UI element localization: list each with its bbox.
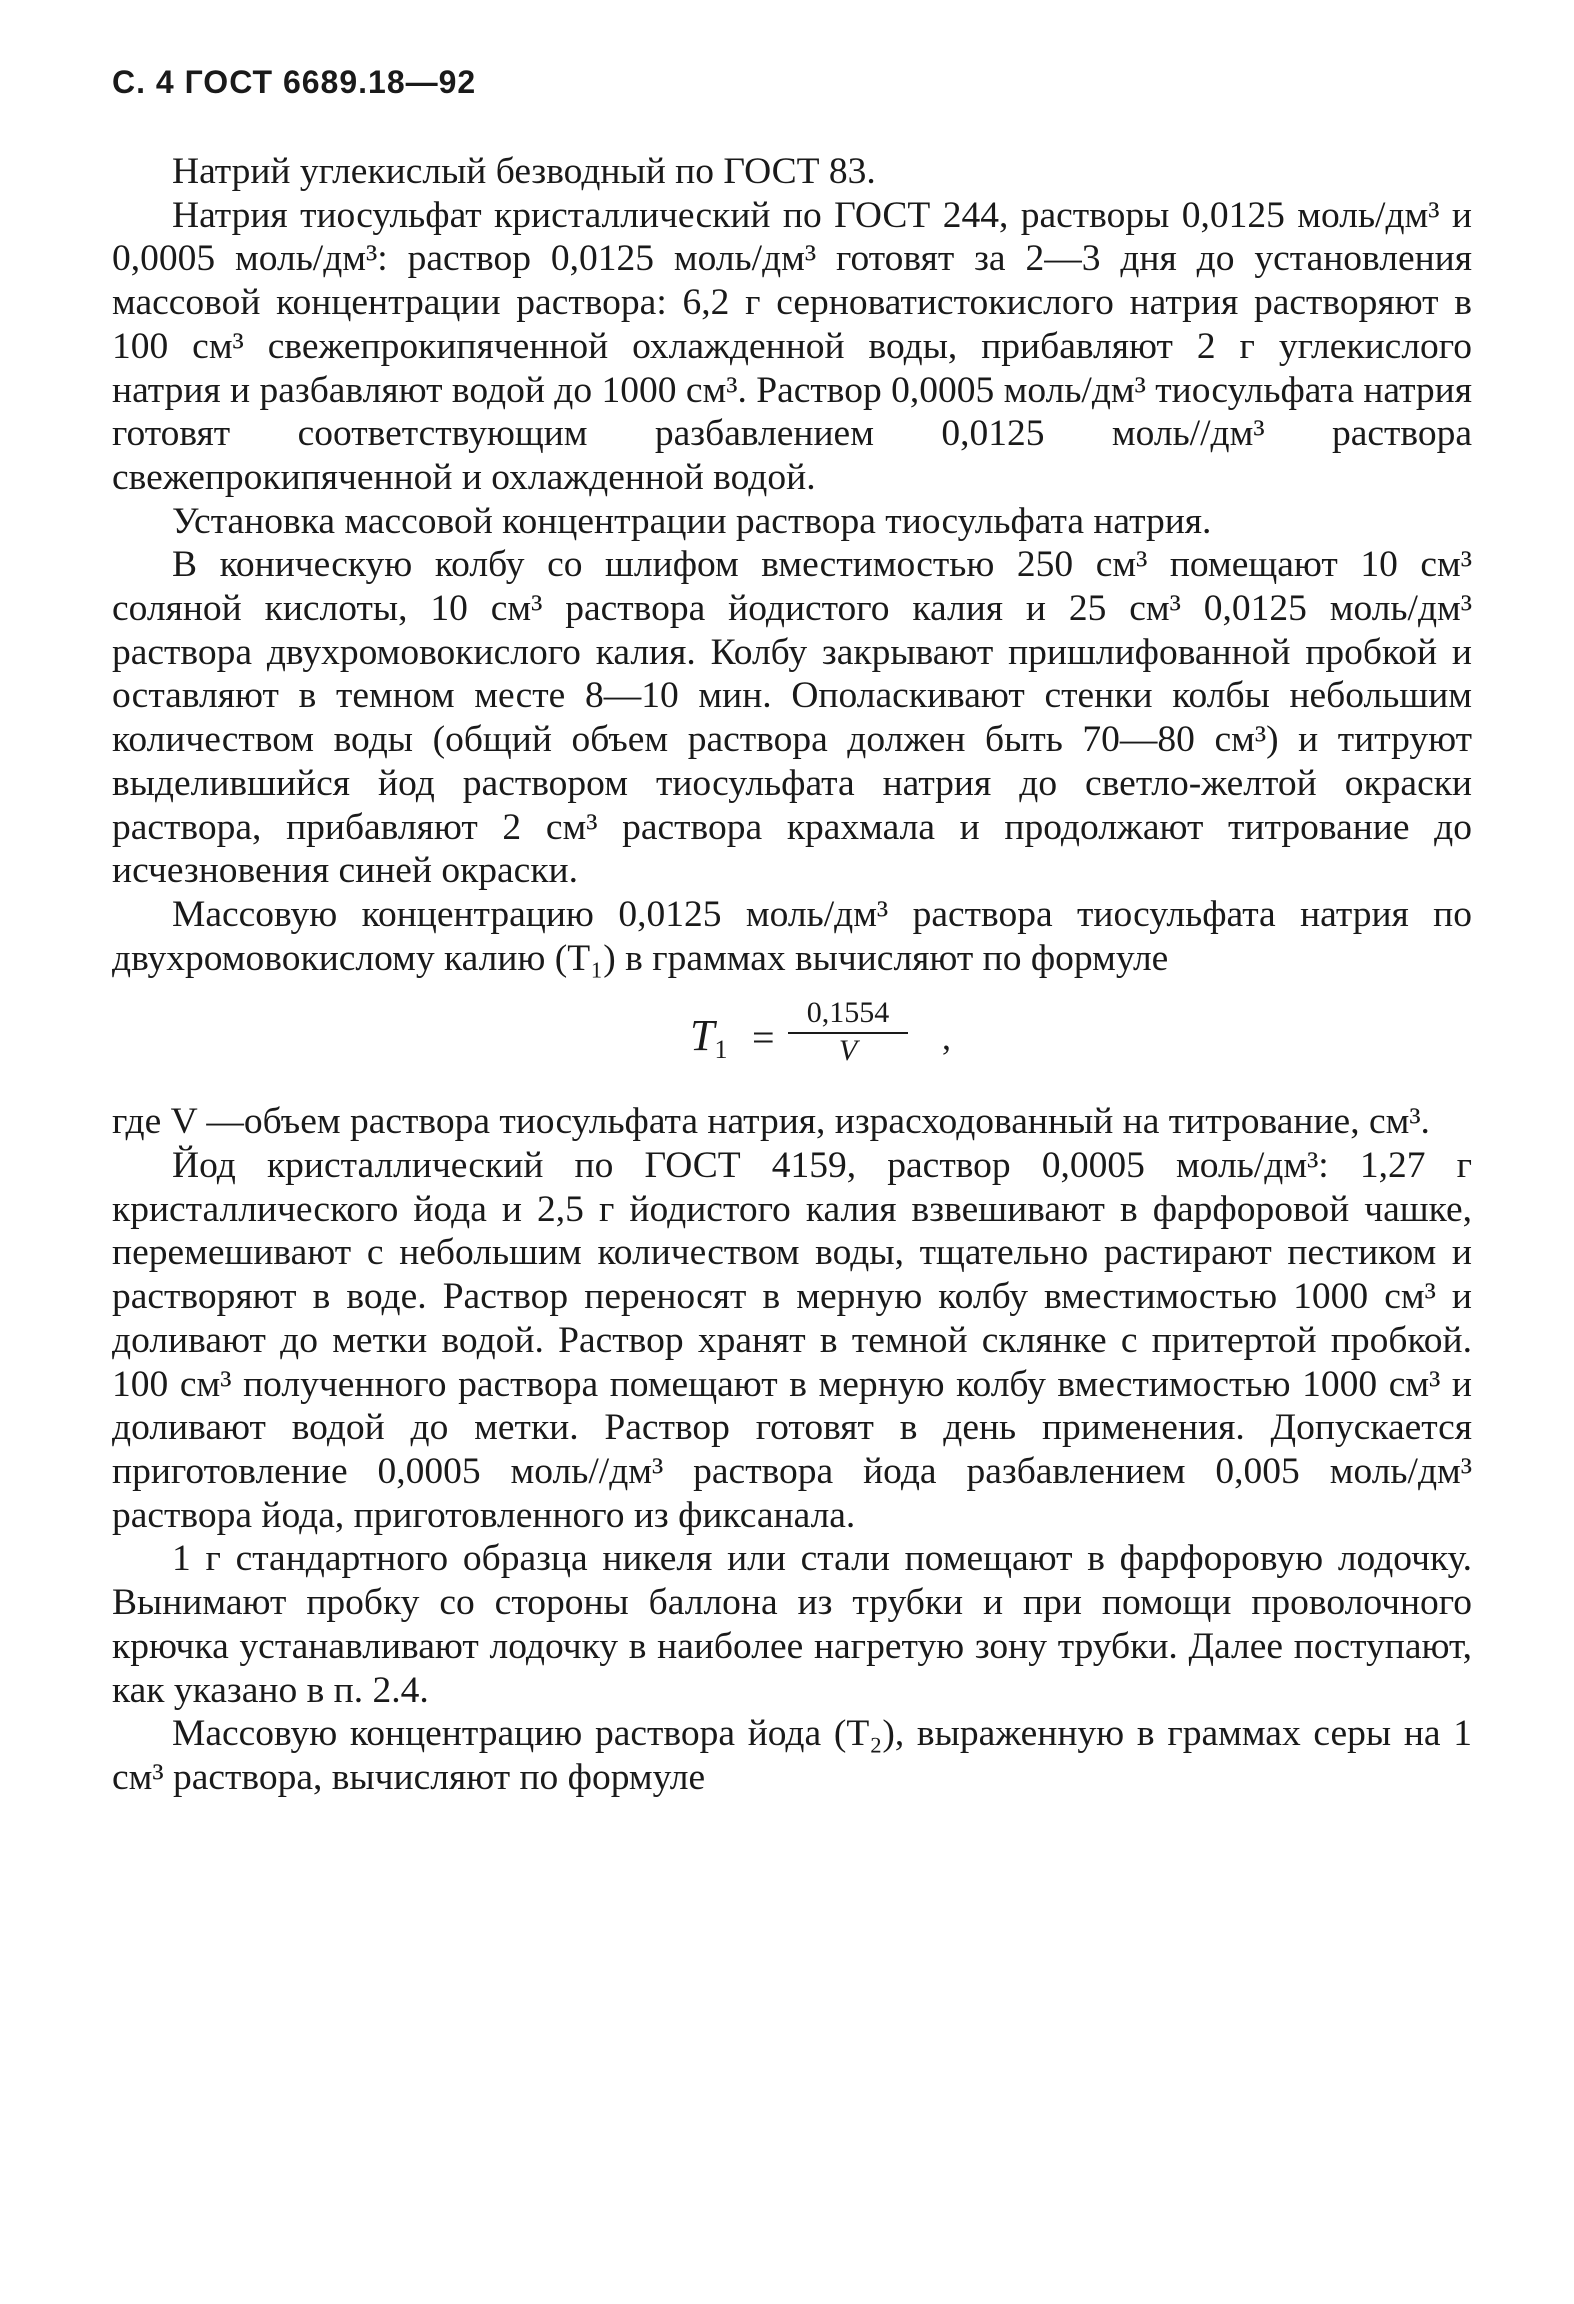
paragraph-standard-sample: 1 г стандартного образца никеля или стали помещают в фарфоровую лодочку. Вынимают пробку со стороны баллона из трубки и при помощи проволочного крючка устанавливают лодочку в наиболее нагретую зону трубки. Далее поступают, как указано в п. 2.4. xyxy=(112,1538,1472,1711)
paragraph-formula-intro: Массовую концентрацию 0,0125 моль/дм³ раствора тиосульфата натрия по двухромовокислому калию (T₁) в граммах вычисляют по формуле xyxy=(112,893,1472,979)
formula-numerator: 0,1554 xyxy=(788,996,908,1034)
where-text: объем раствора тиосульфата натрия, израсходованный на титрование, см³. xyxy=(243,1101,1430,1143)
formula-t1 xyxy=(112,986,1472,1094)
formula-equals: = xyxy=(752,1015,775,1061)
formula-where-clause xyxy=(112,1100,1472,1144)
where-label: где V — xyxy=(112,1101,244,1143)
paragraph-concentration-setup: Установка массовой концентрации раствора тиосульфата натрия. xyxy=(172,500,1212,542)
paragraph-sodium-carbonate: Натрий углекислый безводный по ГОСТ 83. xyxy=(172,151,876,192)
page-header: С. 4 ГОСТ 6689.18—92 xyxy=(112,64,477,100)
document-body xyxy=(112,150,1472,1800)
formula-fraction xyxy=(788,996,908,1068)
formula-lhs-subscript: 1 xyxy=(714,1035,728,1065)
paragraph-sodium-thiosulfate: Натрия тиосульфат кристаллический по ГОСТ 244, растворы 0,0125 моль/дм³ и 0,0005 моль/дм³: раствор 0,0125 моль/дм³ готовят за 2—3 дня до установления массовой концентрации раствора: 6,2 г серноватистокислого натрия растворяют в 100 см³ свежепрокипяченной охлажденной воды, прибавляют 2 г углекислого натрия и разбавляют водой до 1000 см³. Раствор 0,0005 моль/дм³ тиосульфата натрия готовят соответствующим разбавлением 0,0125 моль//дм³ раствора свежепрокипяченной и охлажденной водой. xyxy=(112,194,1472,498)
paragraph-iodine-solution: Йод кристаллический по ГОСТ 4159, раствор 0,0005 моль/дм³: 1,27 г кристаллического йода и 2,5 г йодистого калия взвешивают в фарфоровой чашке, перемешивают с небольшим количеством воды, тщательно растирают пестиком и растворяют в воде. Раствор переносят в мерную колбу вместимостью 1000 см³ и доливают до метки водой. Раствор хранят в темной склянке с притертой пробкой. 100 см³ полученного раствора помещают в мерную колбу вместимостью 1000 см³ и доливают водой до метки. Раствор готовят в день применения. Допускается приготовление 0,0005 моль//дм³ раствора йода разбавлением 0,005 моль/дм³ раствора йода, приготовленного из фиксанала. xyxy=(112,1145,1472,1536)
formula-lhs: T1 xyxy=(690,1011,728,1065)
paragraph-titration-procedure: В коническую колбу со шлифом вместимостью 250 см³ помещают 10 см³ соляной кислоты, 10 см³ раствора йодистого калия и 25 см³ 0,0125 моль/дм³ раствора двухромовокислого калия. Колбу закрывают пришлифованной пробкой и оставляют в темном месте 8—10 мин. Ополаскивают стенки колбы небольшим количеством воды (общий объем раствора должен быть 70—80 см³) и титруют выделившийся йод раствором тиосульфата натрия до светло-желтой окраски раствора, прибавляют 2 см³ раствора крахмала и продолжают титрование до исчезновения синей окраски. xyxy=(112,544,1472,892)
formula-comma: , xyxy=(942,1017,951,1058)
paragraph-iodine-concentration: Массовую концентрацию раствора йода (T₂), выраженную в граммах серы на 1 см³ раствора, вычисляют по формуле xyxy=(112,1713,1472,1798)
formula-denominator: V xyxy=(838,1034,858,1068)
